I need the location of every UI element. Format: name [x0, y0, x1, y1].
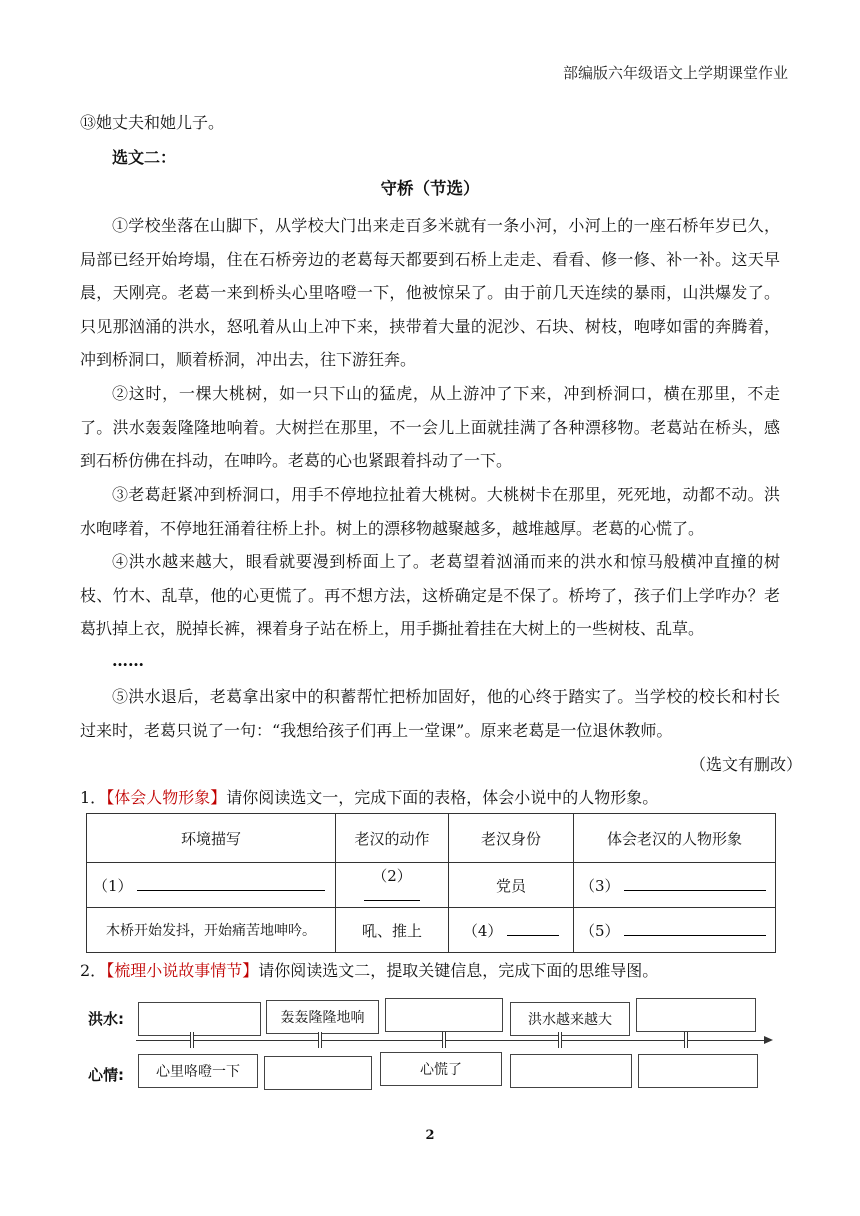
timeline-axis: [136, 1040, 768, 1041]
paragraph-2: ②这时，一棵大桃树，如一只下山的猛虎，从上游冲了下来，冲到桥洞口，横在那里，不走了。洪水轰轰隆隆地响着。大树拦在那里，不一会儿上面就挂满了各种漂移物。老葛站在桥头，感到石桥仿佛在抖动，在呻吟。老葛的心也紧跟着抖动了一下。: [80, 384, 780, 470]
page-number: 2: [425, 1128, 435, 1143]
item-13: ⑬她丈夫和她儿子。: [80, 113, 225, 132]
answer-cell[interactable]: （1）: [87, 863, 336, 908]
character-table: [86, 813, 776, 953]
answer-blank[interactable]: [507, 921, 559, 936]
table-row: [87, 908, 776, 953]
table-header-row: [87, 814, 776, 863]
page-header: 部编版六年级语文上学期课堂作业: [562, 64, 788, 82]
answer-cell[interactable]: （5）: [574, 908, 776, 953]
answer-blank[interactable]: [624, 921, 766, 936]
header-cell: 环境描写: [87, 814, 336, 863]
mood-box[interactable]: [264, 1056, 372, 1090]
timeline-tick: [318, 1032, 322, 1048]
mood-label: 心情:: [88, 1066, 124, 1084]
mood-box[interactable]: [510, 1054, 632, 1088]
section-2-label: 选文二：: [112, 148, 177, 167]
flood-label: 洪水:: [88, 1010, 124, 1028]
timeline-tick: [190, 1032, 194, 1048]
timeline-tick: [442, 1032, 446, 1048]
mood-box[interactable]: 心慌了: [380, 1052, 502, 1086]
question-2: [80, 958, 658, 981]
mood-box[interactable]: [638, 1054, 758, 1088]
answer-cell[interactable]: （3）: [574, 863, 776, 908]
flood-box[interactable]: [138, 1002, 261, 1036]
question-number: 1．: [80, 788, 107, 807]
edit-note: （选文有删改）: [689, 755, 802, 774]
flood-box[interactable]: 轰轰隆隆地响: [266, 1000, 379, 1034]
timeline-tick: [684, 1032, 688, 1048]
table-cell: 吼、推上: [336, 908, 449, 953]
paragraph-4: ④洪水越来越大，眼看就要漫到桥面上了。老葛望着汹涌而来的洪水和惊马般横冲直撞的树枝、竹木、乱草，他的心更慌了。再不想方法，这桥确定是不保了。桥垮了，孩子们上学咋办？老葛扒掉上衣，脱掉长裤，裸着身子站在桥上，用手撕扯着挂在大树上的一些树枝、乱草。: [80, 552, 780, 638]
flood-box[interactable]: 洪水越来越大: [510, 1002, 630, 1036]
header-cell: 体会老汉的人物形象: [574, 814, 776, 863]
paragraph-1: ①学校坐落在山脚下，从学校大门出来走百多米就有一条小河，小河上的一座石桥年岁已久，局部已经开始垮塌，住在石桥旁边的老葛每天都要到石桥上走走、看看、修一修、补一补。这天早晨，天刚亮。老葛一来到桥头心里咯噔一下，他被惊呆了。由于前几天连续的暴雨，山洪爆发了。只见那汹涌的洪水，怒吼着从山上冲下来，挟带着大量的泥沙、石块、树枝，咆哮如雷的奔腾着，冲到桥洞口，顺着桥洞，冲出去，往下游狂奔。: [80, 216, 780, 369]
question-text: 请你阅读选文一，完成下面的表格，体会小说中的人物形象。: [226, 788, 659, 807]
answer-cell[interactable]: （2）: [336, 863, 449, 908]
flood-box[interactable]: [385, 998, 503, 1032]
table-row: [87, 863, 776, 908]
table-cell: 木桥开始发抖，开始痛苦地呻吟。: [87, 908, 336, 953]
answer-blank[interactable]: [137, 876, 325, 891]
question-1: [80, 785, 658, 808]
header-cell: 老汉身份: [449, 814, 574, 863]
question-tag: 【梳理小说故事情节】: [106, 961, 259, 980]
answer-blank[interactable]: [624, 876, 766, 891]
story-title: 守桥（节选）: [380, 179, 480, 198]
table-cell: 党员: [449, 863, 574, 908]
paragraph-5: ⑤洪水退后，老葛拿出家中的积蓄帮忙把桥加固好，他的心终于踏实了。当学校的校长和村长过来时，老葛只说了一句：“我想给孩子们再上一堂课”。原来老葛是一位退休教师。: [80, 687, 780, 740]
header-cell: 老汉的动作: [336, 814, 449, 863]
paragraph-3: ③老葛赶紧冲到桥洞口，用手不停地拉扯着大桃树。大桃树卡在那里，死死地，动都不动。洪水咆哮着，不停地狂涌着往桥上扑。树上的漂移物越聚越多，越堆越厚。老葛的心慌了。: [80, 485, 780, 538]
answer-cell[interactable]: （4）: [449, 908, 574, 953]
timeline-arrow-icon: [764, 1036, 773, 1044]
timeline-tick: [558, 1032, 562, 1048]
mood-box[interactable]: 心里咯噔一下: [138, 1054, 258, 1088]
question-text: 请你阅读选文二，提取关键信息，完成下面的思维导图。: [258, 961, 659, 980]
answer-blank[interactable]: [364, 886, 420, 901]
ellipsis: ……: [112, 651, 144, 670]
plot-mind-map: [80, 990, 780, 1100]
flood-box[interactable]: [636, 998, 756, 1032]
question-number: 2．: [80, 961, 107, 980]
question-tag: 【体会人物形象】: [106, 788, 227, 807]
